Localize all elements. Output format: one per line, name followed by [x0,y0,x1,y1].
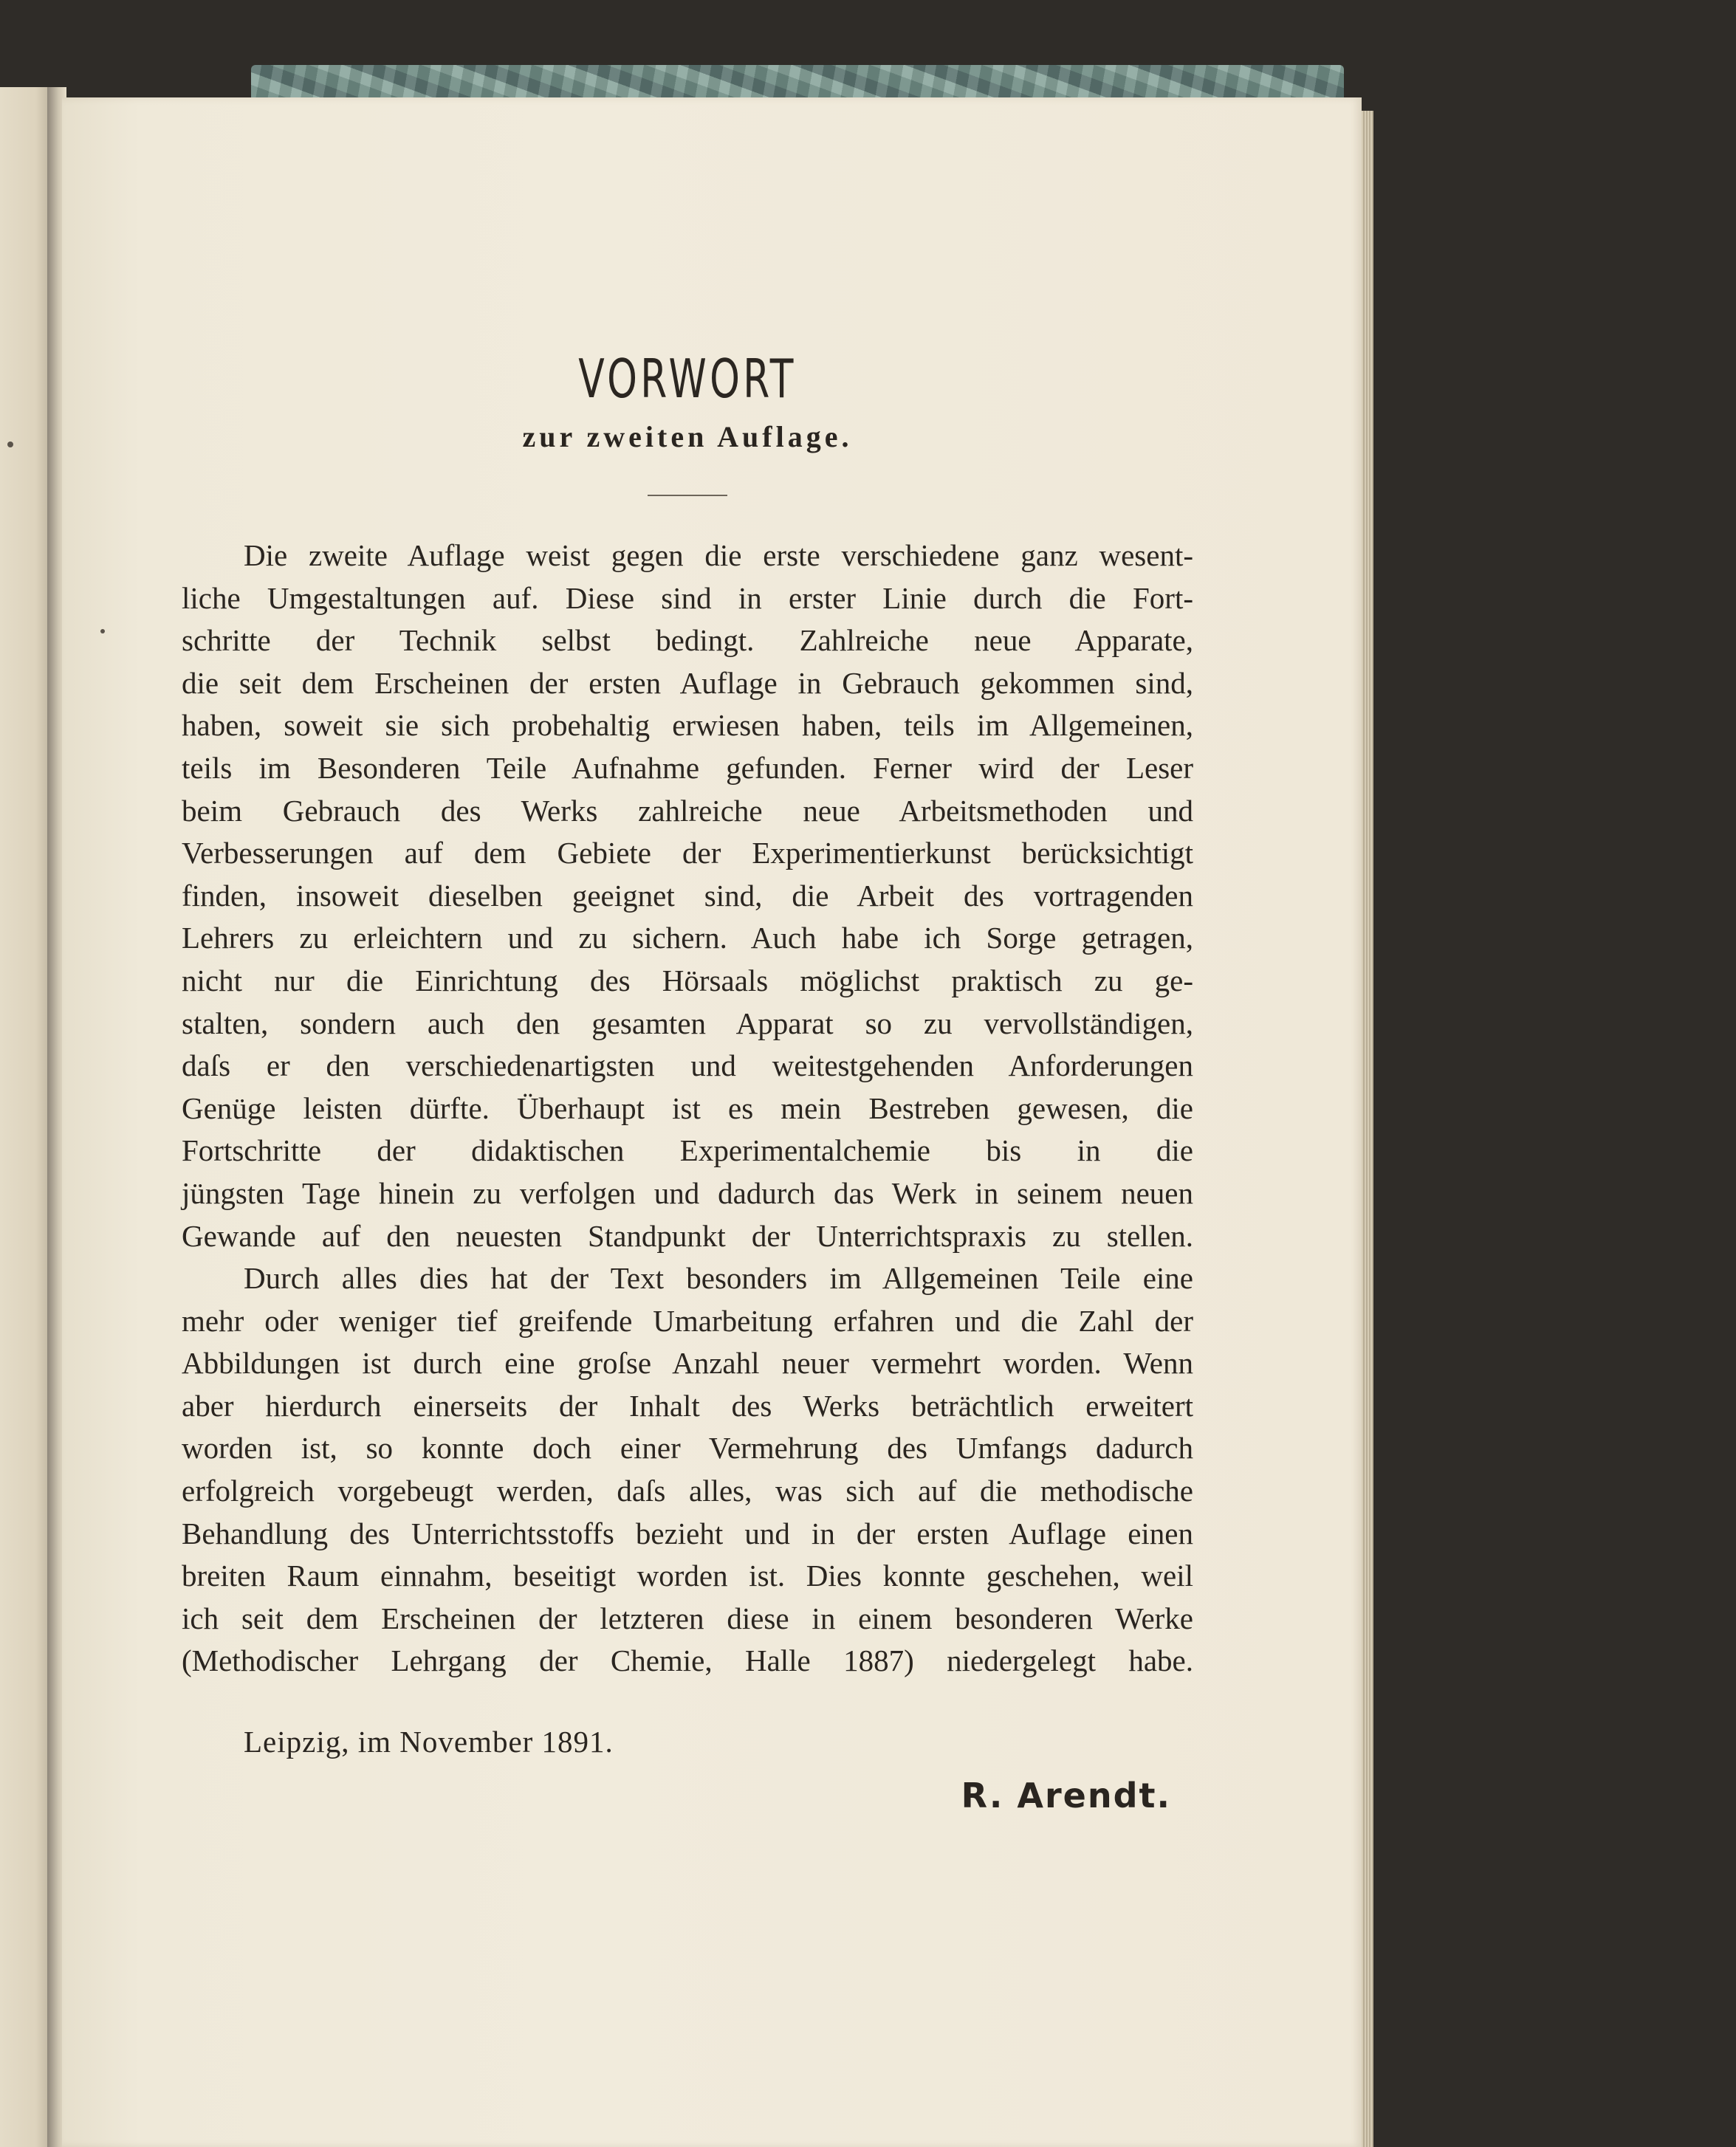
text-line: teils im Besonderen Teile Aufnahme gefunden. Ferner wird der Leser [182,750,1193,785]
text-line: mehr oder weniger tief greifende Umarbeitung erfahren und die Zahl der [182,1303,1193,1338]
stain-mark [100,629,105,633]
text-line: haben, soweit sie sich probehaltig erwiesen haben, teils im Allgemeinen, [182,708,1193,743]
page-subtitle: zur zweiten Auflage. [522,420,853,453]
text-line: breiten Raum einnahm, beseitigt worden ist. Dies konnte geschehen, weil [182,1559,1193,1593]
text-line: Durch alles dies hat der Text besonders im Allgemeinen Teile eine [244,1261,1193,1296]
body-text [182,535,1193,1683]
paragraph-1 [182,535,1193,1257]
text-line: worden ist, so konnte doch einer Vermehrung des Umfangs dadurch [182,1431,1193,1466]
text-line: finden, insoweit dieselben geeignet sind, die Arbeit des vortragenden [182,878,1193,913]
title-divider [648,495,727,496]
text-line: Lehrers zu erleichtern und zu sichern. Auch habe ich Sorge getragen, [182,921,1193,955]
text-line: stalten, sondern auch den gesamten Apparat so zu vervollständigen, [182,1006,1193,1040]
text-line: die seit dem Erscheinen der ersten Auflage in Gebrauch gekommen sind, [182,665,1193,700]
text-line: beim Gebrauch des Werks zahlreiche neue Arbeitsmethoden und [182,793,1193,828]
text-line: Abbildungen ist durch eine groſse Anzahl neuer vermehrt worden. Wenn [182,1346,1193,1381]
text-line: schritte der Technik selbst bedingt. Zahlreiche neue Apparate, [182,623,1193,658]
paragraph-2 [182,1257,1193,1683]
author-signature: R. Arendt. [961,1776,1171,1816]
text-line: aber hierdurch einerseits der Inhalt des Werks beträchtlich erweitert [182,1388,1193,1423]
marbled-page-edge [251,65,1344,99]
text-line: nicht nur die Einrichtung des Hörsaals möglichst praktisch zu ge- [182,963,1193,997]
text-line: jüngsten Tage hinein zu verfolgen und dadurch das Werk in seinem neuen [182,1175,1193,1210]
text-line: Gewande auf den neuesten Standpunkt der Unterrichtspraxis zu stellen. [182,1218,1193,1253]
text-line: ich seit dem Erscheinen der letzteren diese in einem besonderen Werke [182,1601,1193,1635]
preface-text-block [182,347,1193,1818]
text-line: (Methodischer Lehrgang der Chemie, Halle 1887) niedergelegt habe. [182,1643,1193,1678]
stain-mark [7,442,13,447]
text-line: daſs er den verschiedenartigsten und weitestgehenden Anforderungen [182,1048,1193,1083]
left-page-edge [0,87,52,2147]
text-line: Verbesserungen auf dem Gebiete der Experimentierkunst berücksichtigt [182,836,1193,870]
text-line: Fortschritte der didaktischen Experimentalchemie bis in die [182,1133,1193,1168]
text-line: Genüge leisten dürfte. Überhaupt ist es mein Bestreben gewesen, die [182,1090,1193,1125]
page-title: VORWORT [578,348,797,410]
text-line: Die zweite Auflage weist gegen die erste verschiedene ganz wesent- [244,538,1193,572]
right-page-fore-edge [1362,111,1373,2147]
text-line: liche Umgestaltungen auf. Diese sind in erster Linie durch die Fort- [182,580,1193,615]
text-line: erfolgreich vorgebeugt werden, daſs alles, was sich auf die methodische [182,1474,1193,1508]
place-and-date: Leipzig, im November 1891. [244,1725,614,1759]
text-line: Behandlung des Unterrichtsstoffs bezieht und in der ersten Auflage einen [182,1516,1193,1550]
